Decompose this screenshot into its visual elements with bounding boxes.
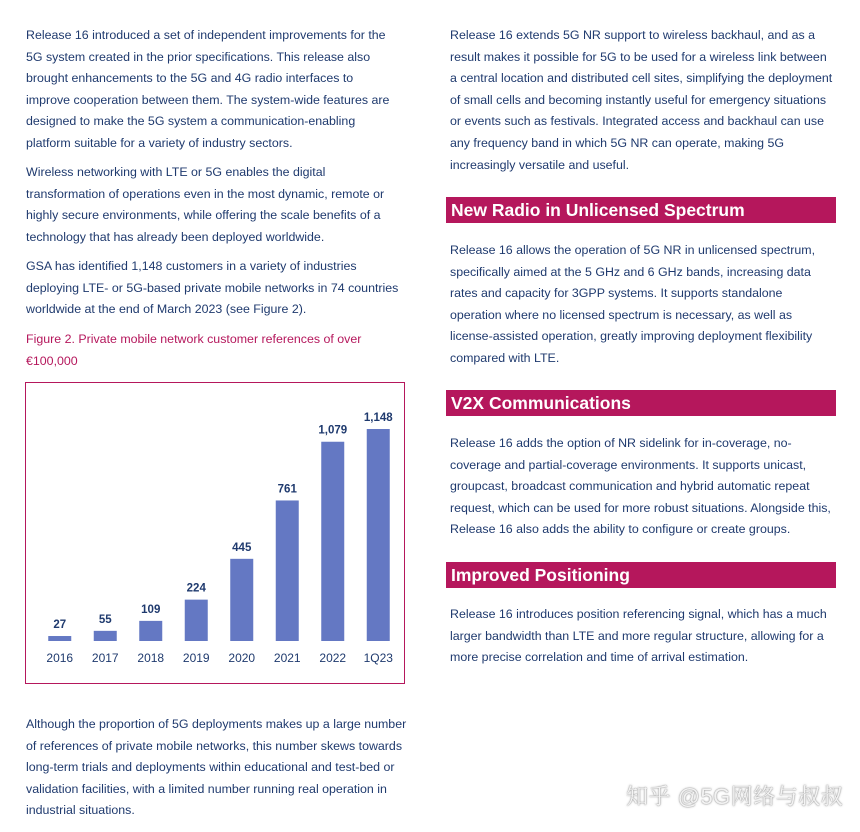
- bar-2018: [139, 621, 162, 641]
- tick-label-2020: 2020: [228, 651, 256, 665]
- bar-2020: [230, 559, 253, 641]
- tick-label-2016: 2016: [46, 651, 74, 665]
- value-label-2017: 55: [98, 613, 112, 626]
- value-label-2020: 445: [232, 541, 252, 554]
- value-label-2021: 761: [277, 483, 297, 496]
- unlicensed-paragraph: Release 16 allows the operation of 5G NR in unlicensed spectrum, specifically aimed at the 5 GHz and 6 GHz bands, increasing data rates and capacity for 3GPP systems. It supports standalone operation where no licensed spectrum is necessary, as well as license-assisted operation, greatly improving deployment flexibility compared with LTE.: [450, 243, 816, 365]
- bar-1Q23: [367, 429, 390, 641]
- section-heading-unlicensed: New Radio in Unlicensed Spectrum: [446, 197, 836, 223]
- tick-label-2019: 2019: [182, 651, 210, 665]
- value-label-2016: 27: [53, 619, 67, 632]
- watermark: 知乎 @5G网络与叔叔: [626, 784, 844, 809]
- value-label-2018: 109: [141, 603, 161, 616]
- intro-paragraph: Release 16 introduced a set of independent improvements for the 5G system created in the prior specifications. This release also brought enhancements to the 5G and 4G radio interfaces to improve cooperation between them. The system-wide features are designed to make the 5G system a communication-enabling platform suitable for a variety of industry sectors.: [26, 28, 390, 150]
- backhaul-paragraph: Release 16 extends 5G NR support to wireless backhaul, and as a result makes it possible for 5G to be used for a wireless link between a central location and distributed cell sites, simplifying the deployment of small cells and becoming instantly useful for emergency situations or events such as festivals. Integrated access and backhaul can use any frequency band in which 5G NR can operate, making 5G increasingly versatile and useful.: [450, 28, 833, 172]
- bar-chart: [25, 382, 405, 684]
- proportion-paragraph: Although the proportion of 5G deployments makes up a large number of references of private mobile networks, this number skews towards long-term trials and deployments within educational and test-bed or validation facilities, with a limited number running real operation in industrial situations.: [26, 717, 407, 818]
- section-heading-positioning: Improved Positioning: [446, 562, 836, 588]
- figure-caption: Figure 2. Private mobile network customer references of over €100,000: [26, 332, 362, 368]
- value-label-2019: 224: [186, 582, 206, 595]
- value-label-1Q23: 1,148: [363, 412, 393, 424]
- bar-2019: [185, 600, 208, 641]
- tick-label-2017: 2017: [91, 651, 119, 665]
- bar-2016: [48, 636, 71, 641]
- bar-2017: [94, 631, 117, 641]
- tick-label-1Q23: 1Q23: [363, 651, 393, 665]
- section-heading-v2x: V2X Communications: [446, 390, 836, 416]
- tick-label-2018: 2018: [137, 651, 165, 665]
- bar-2021: [276, 500, 299, 641]
- value-label-2022: 1,079: [318, 424, 348, 437]
- bar-2022: [321, 442, 344, 641]
- v2x-paragraph: Release 16 adds the option of NR sidelink for in-coverage, no-coverage and partial-coverage environments. It supports unicast, groupcast, broadcast communication and hybrid automatic repeat request, which can be used for more robust situations. Alongside this, Release 16 also adds the ability to configure or create groups.: [450, 436, 831, 537]
- gsa-paragraph: GSA has identified 1,148 customers in a variety of industries deploying LTE- or 5G-based private mobile networks in 74 countries worldwide at the end of March 2023 (see Figure 2).: [26, 259, 399, 317]
- positioning-paragraph: Release 16 introduces position referencing signal, which has a much larger bandwidth than LTE and more regular structure, allowing for a more precise correlation and time of arrival estimation.: [450, 607, 827, 665]
- tick-label-2022: 2022: [319, 651, 347, 665]
- tick-label-2021: 2021: [273, 651, 301, 665]
- wireless-paragraph: Wireless networking with LTE or 5G enables the digital transformation of operations even in the most dynamic, remote or highly secure environments, while offering the scale benefits of a technology that has already been deployed worldwide.: [26, 165, 385, 244]
- chart-svg: [26, 383, 406, 685]
